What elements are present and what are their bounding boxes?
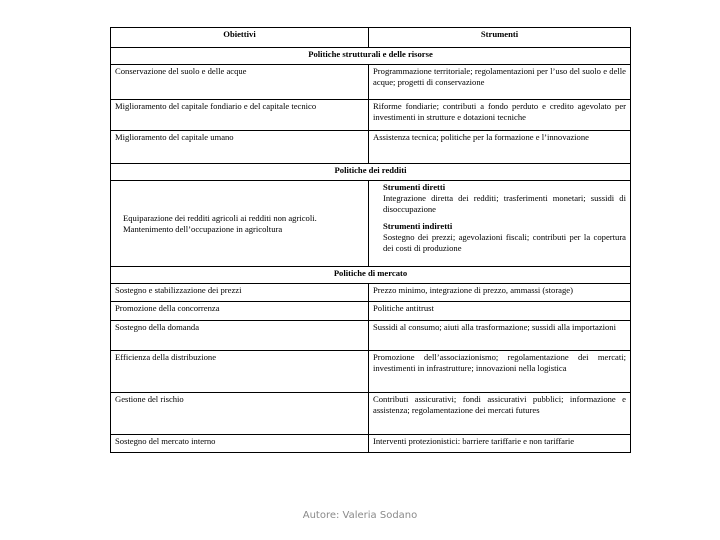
income-objective-cell — [111, 181, 369, 267]
instrument-cell: Riforme fondiarie; contributi a fondo perduto e credito agevolato per investimenti in strutture e dotazioni tecniche — [369, 100, 631, 131]
instrument-cell: Assistenza tecnica; politiche per la formazione e l’innovazione — [369, 131, 631, 164]
table-row — [111, 435, 631, 453]
indirect-instruments-text: Sostegno dei prezzi; agevolazioni fiscali; contributi per la copertura dei costi di produzione — [383, 232, 626, 253]
table-row — [111, 100, 631, 131]
instrument-cell: Contributi assicurativi; fondi assicurativi pubblici; informazione e assistenza; regolamentazione dei mercati futures — [369, 393, 631, 435]
section-row — [111, 164, 631, 181]
policy-table — [110, 27, 631, 453]
table-row — [111, 393, 631, 435]
income-instruments-cell — [369, 181, 631, 267]
objective-cell: Sostegno del mercato interno — [111, 435, 369, 453]
objective-cell: Miglioramento del capitale umano — [111, 131, 369, 164]
objective-cell: Gestione del rischio — [111, 393, 369, 435]
section-row — [111, 267, 631, 284]
table-row — [111, 284, 631, 302]
instrument-cell: Sussidi al consumo; aiuti alla trasformazione; sussidi alla importazioni — [369, 321, 631, 351]
direct-instruments-text: Integrazione diretta dei redditi; trasferimenti monetari; sussidi di disoccupazione — [383, 193, 626, 214]
table-row — [111, 321, 631, 351]
table-row — [111, 302, 631, 321]
objective-cell: Promozione della concorrenza — [111, 302, 369, 321]
objective-cell: Sostegno e stabilizzazione dei prezzi — [111, 284, 369, 302]
table-row — [111, 131, 631, 164]
objective-cell: Conservazione del suolo e delle acque — [111, 65, 369, 100]
table-row — [111, 65, 631, 100]
section-title-income: Politiche dei redditi — [111, 164, 631, 181]
income-objective-line2: Mantenimento dell’occupazione in agricoltura — [123, 223, 283, 234]
indirect-instruments-title: Strumenti indiretti — [383, 221, 453, 231]
objective-cell: Efficienza della distribuzione — [111, 351, 369, 393]
header-objectives: Obiettivi — [111, 28, 369, 48]
objective-cell: Sostegno della domanda — [111, 321, 369, 351]
instrument-cell: Promozione dell’associazionismo; regolamentazione dei mercati; investimenti in infrastrutture; innovazioni nella logistica — [369, 351, 631, 393]
instrument-cell: Politiche antitrust — [369, 302, 631, 321]
section-title-market: Politiche di mercato — [111, 267, 631, 284]
instrument-cell: Programmazione territoriale; regolamentazioni per l’uso del suolo e delle acque; progetti di conservazione — [369, 65, 631, 100]
table-row — [111, 181, 631, 267]
instrument-cell: Prezzo minimo, integrazione di prezzo, ammassi (storage) — [369, 284, 631, 302]
table-row — [111, 351, 631, 393]
header-instruments: Strumenti — [369, 28, 631, 48]
instrument-cell: Interventi protezionistici: barriere tariffarie e non tariffarie — [369, 435, 631, 453]
header-row — [111, 28, 631, 48]
income-objective-line1: Equiparazione dei redditi agricoli ai redditi non agricoli. — [123, 212, 317, 223]
direct-instruments-title: Strumenti diretti — [383, 182, 446, 192]
objective-cell: Miglioramento del capitale fondiario e del capitale tecnico — [111, 100, 369, 131]
section-title-structural: Politiche strutturali e delle risorse — [111, 48, 631, 65]
section-row — [111, 48, 631, 65]
author-footer: Autore: Valeria Sodano — [302, 510, 418, 521]
